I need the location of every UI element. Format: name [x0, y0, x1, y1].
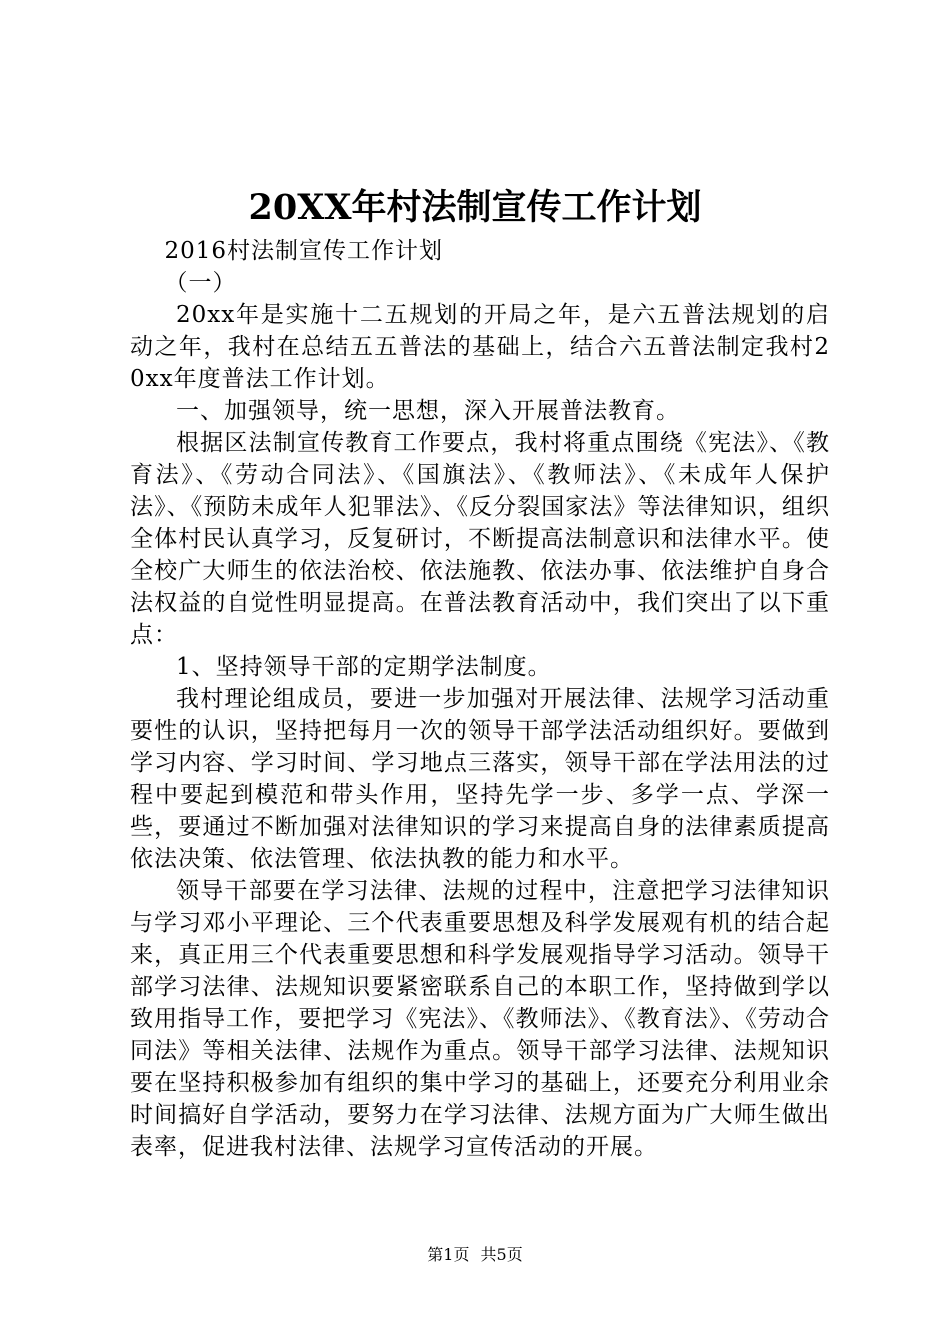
document-body	[130, 235, 830, 1163]
page-number: 第1页	[427, 1245, 470, 1264]
section-marker: （一）	[164, 270, 237, 296]
document-title: 20XX年村法制宣传工作计划	[248, 187, 702, 228]
section-heading: 一、加强领导，统一思想，深入开展普法教育。	[176, 398, 680, 424]
paragraph: 20xx年是实施十二五规划的开局之年，是六五普法规划的启动之年，我村在总结五五普法的基础上，结合六五普法制定我村20xx年度普法工作计划。	[130, 302, 830, 392]
document-subtitle: 2016村法制宣传工作计划	[164, 238, 444, 264]
paragraph: 领导干部要在学习法律、法规的过程中，注意把学习法律知识与学习邓小平理论、三个代表重要思想及科学发展观有机的结合起来，真正用三个代表重要思想和科学发展观指导学习活动。领导干部学习法律、法规知识要紧密联系自己的本职工作，坚持做到学以致用指导工作，要把学习《宪法》、《教师法》、《教育法》、《劳动合同法》等相关法律、法规作为重点。领导干部学习法律、法规知识要在坚持积极参加有组织的集中学习的基础上，还要充分利用业余时间搞好自学活动，要努力在学习法律、法规方面为广大师生做出表率，促进我村法律、法规学习宣传活动的开展。	[130, 878, 830, 1160]
paragraph: 我村理论组成员，要进一步加强对开展法律、法规学习活动重要性的认识，坚持把每月一次的领导干部学法活动组织好。要做到学习内容、学习时间、学习地点三落实，领导干部在学法用法的过程中要起到模范和带头作用，坚持先学一步、多学一点、学深一些，要通过不断加强对法律知识的学习来提高自身的法律素质提高依法决策、依法管理、依法执教的能力和水平。	[130, 686, 830, 872]
page-total: 共5页	[480, 1245, 523, 1264]
subsection-heading: 1、坚持领导干部的定期学法制度。	[176, 654, 552, 680]
paragraph: 根据区法制宣传教育工作要点，我村将重点围绕《宪法》、《教育法》、《劳动合同法》、《国旗法》、《教师法》、《未成年人保护法》、《预防未成年人犯罪法》、《反分裂国家法》等法律知识，组织全体村民认真学习，反复研讨，不断提高法制意识和法律水平。使全校广大师生的依法治校、依法施教、依法办事、依法维护自身合法权益的自觉性明显提高。在普法教育活动中，我们突出了以下重点：	[130, 430, 830, 648]
page-footer	[0, 1243, 950, 1267]
